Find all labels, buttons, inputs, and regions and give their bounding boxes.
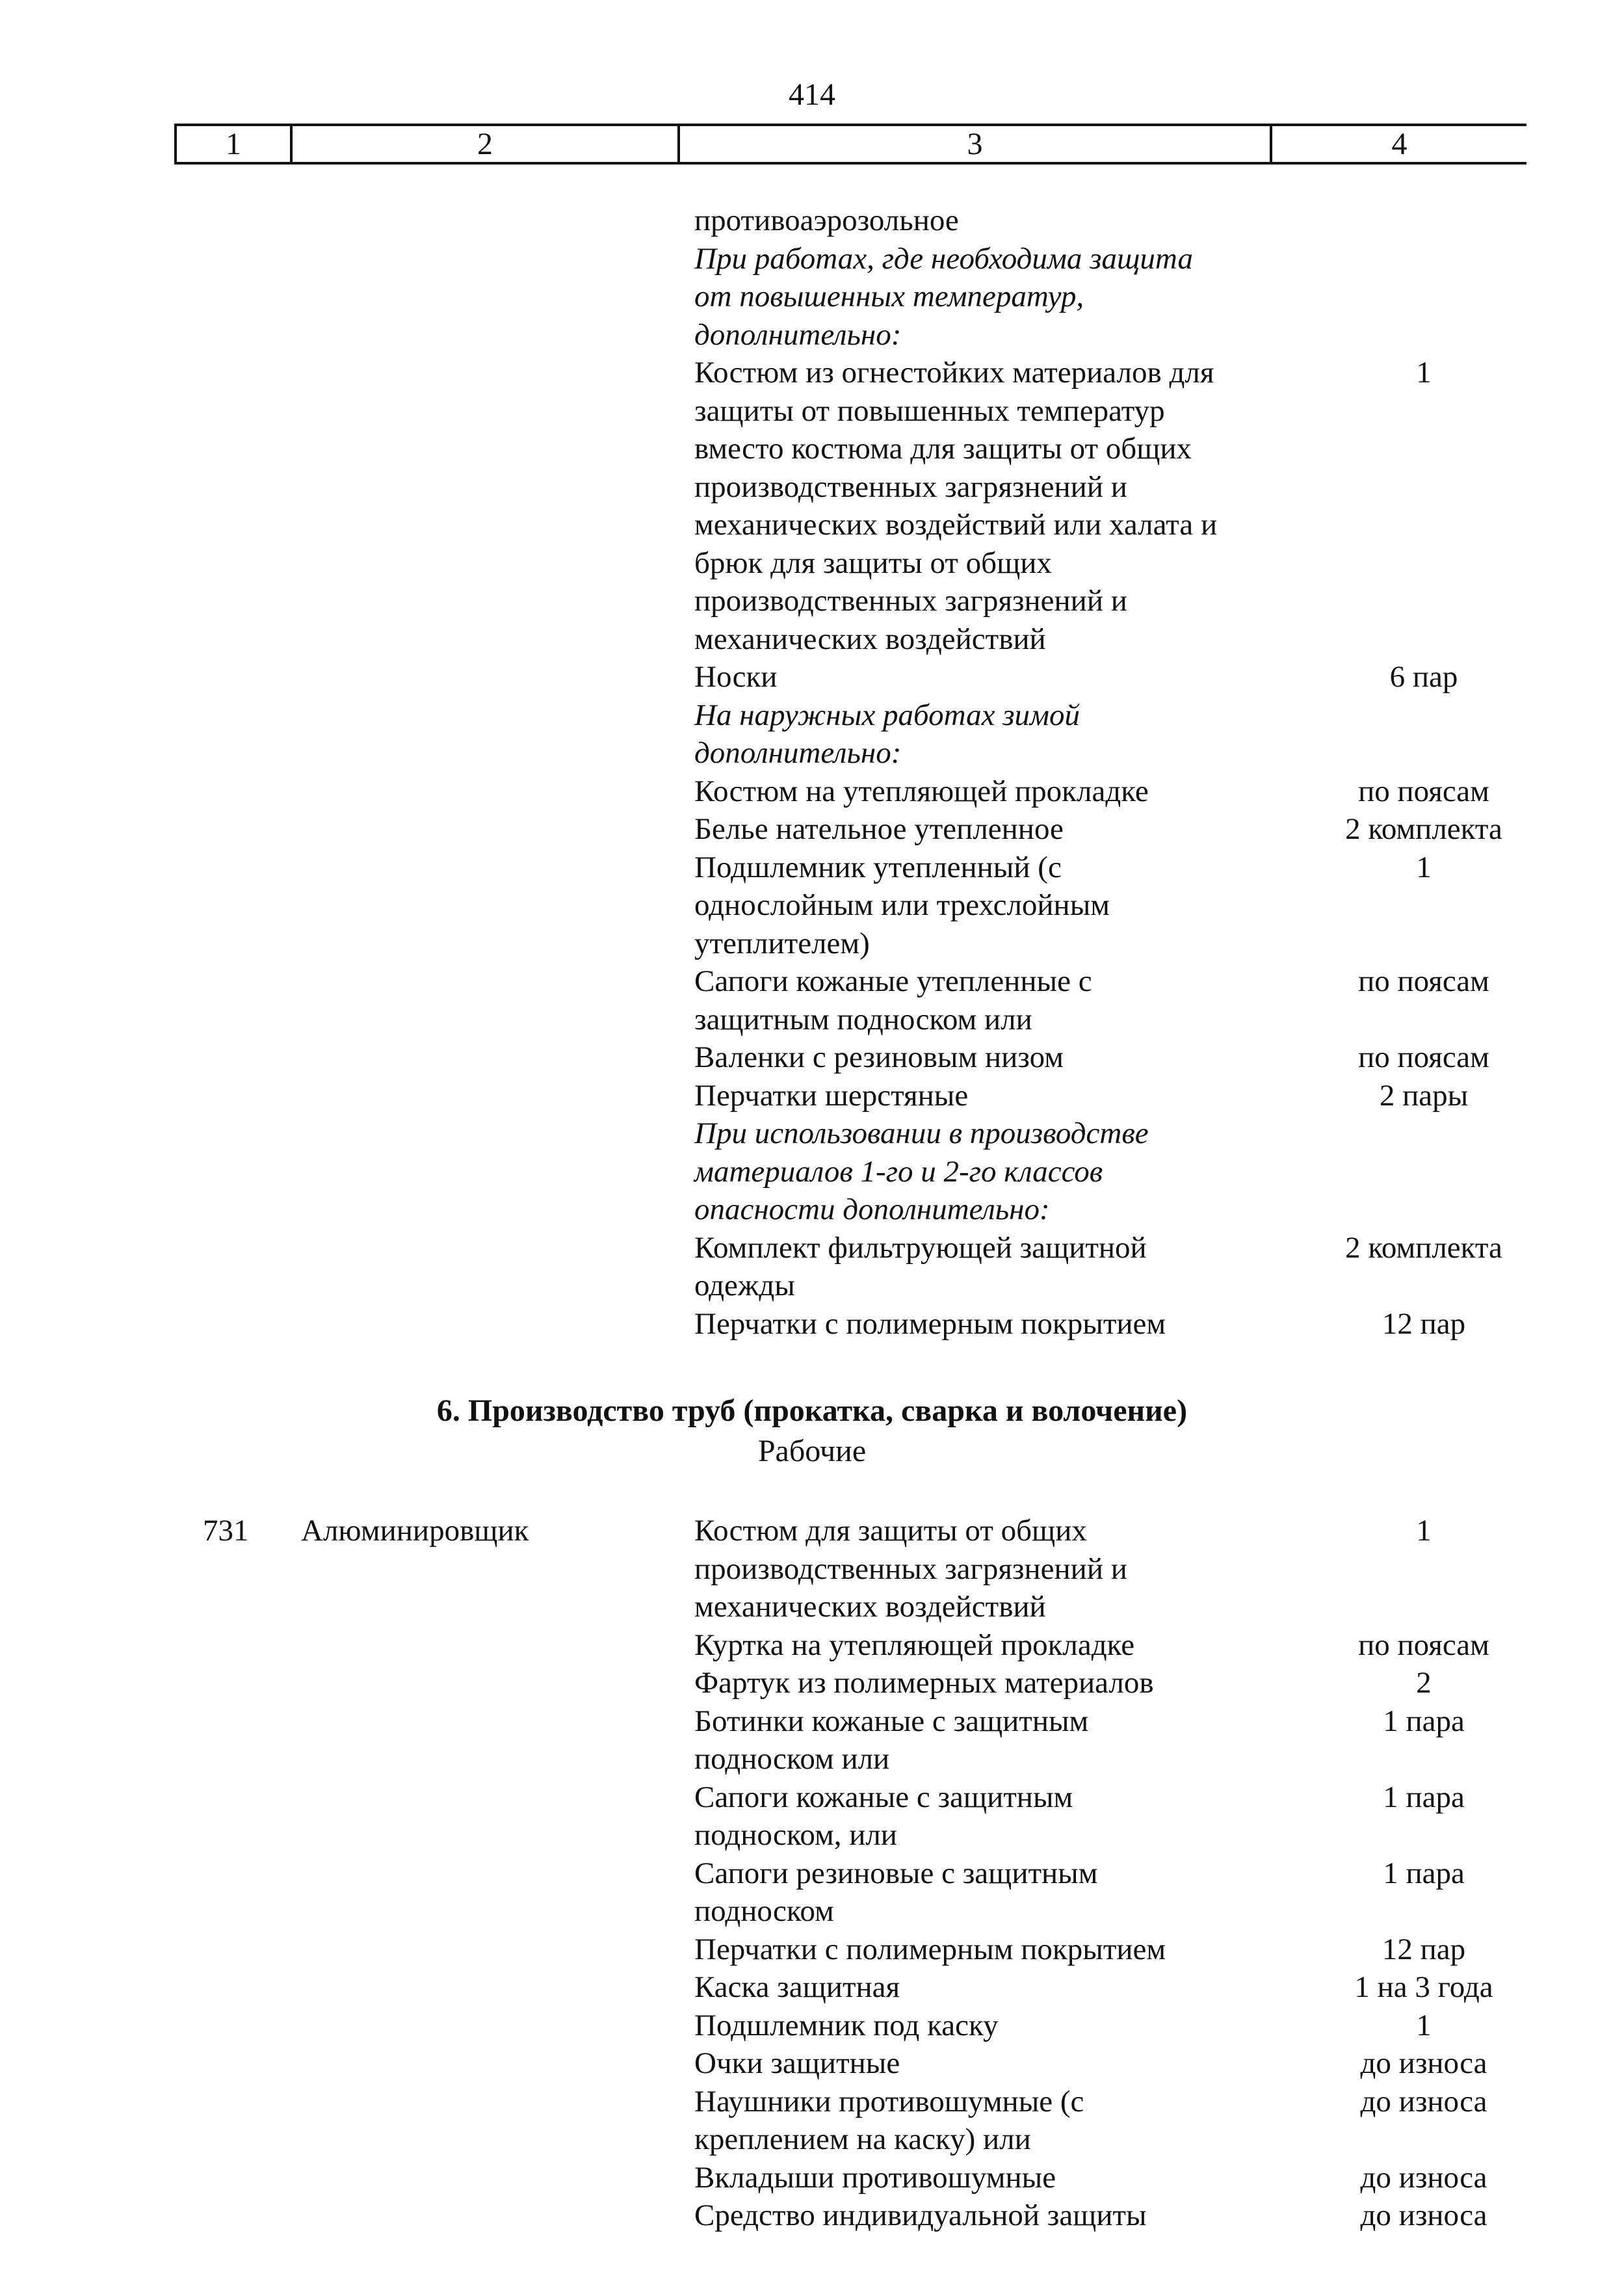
column-header-4: 4: [1271, 125, 1526, 163]
continued-item-quantity: 2 комплекта: [1345, 1231, 1502, 1265]
column-header-2: 2: [291, 125, 679, 163]
entry-item-text: Фартук из полимерных материалов: [694, 1666, 1154, 1700]
continued-item-text: механических воздействий: [694, 622, 1046, 656]
continued-item-text: материалов 1-го и 2-го классов: [694, 1155, 1103, 1189]
entry-item-quantity: по поясам: [1358, 1628, 1489, 1662]
entry-item-text: Наушники противошумные (с: [694, 2085, 1084, 2118]
entry-item-text: Сапоги резиновые с защитным: [694, 1856, 1098, 1890]
entry-item-text: Ботинки кожаные с защитным: [694, 1704, 1089, 1738]
continued-item-text: Носки: [694, 660, 778, 694]
entry-item-text: Очки защитные: [694, 2046, 900, 2080]
continued-item-text: защиты от повышенных температур: [694, 394, 1165, 428]
continued-item-text: производственных загрязнений и: [694, 584, 1127, 618]
entry-item-quantity: до износа: [1360, 2046, 1487, 2080]
entry-item-quantity: 1 пара: [1383, 1704, 1465, 1738]
continued-item-quantity: 6 пар: [1389, 660, 1458, 694]
page-number: 414: [789, 77, 835, 112]
entry-item-quantity: до износа: [1360, 2161, 1487, 2195]
entry-item-text: механических воздействий: [694, 1590, 1046, 1624]
entry-item-quantity: до износа: [1360, 2085, 1487, 2118]
continued-item-text: одежды: [694, 1269, 795, 1302]
section-subtitle: Рабочие: [757, 1434, 867, 1468]
continued-item-quantity: 2 комплекта: [1345, 812, 1502, 846]
entry-item-text: подноском, или: [694, 1818, 897, 1852]
entry-item-text: производственных загрязнений и: [694, 1552, 1127, 1586]
entry-item-text: креплением на каску) или: [694, 2122, 1031, 2156]
section-title: 6. Производство труб (прокатка, сварка и волочение): [436, 1393, 1188, 1428]
continued-item-quantity: 12 пар: [1382, 1307, 1466, 1341]
entry-profession: Алюминировщик: [301, 1514, 529, 1548]
entry-item-text: подноском или: [694, 1742, 890, 1776]
continued-item-quantity: по поясам: [1358, 774, 1489, 808]
continued-item-text: Костюм из огнестойких материалов для: [694, 356, 1214, 389]
continued-item-text: Сапоги кожаные утепленные с: [694, 964, 1092, 998]
continued-item-text: дополнительно:: [694, 318, 902, 352]
column-header-3: 3: [679, 125, 1271, 163]
continued-item-text: Валенки с резиновым низом: [694, 1040, 1064, 1074]
entry-number: 731: [203, 1514, 249, 1548]
entry-item-text: Сапоги кожаные с защитным: [694, 1780, 1073, 1814]
continued-item-text: защитным подноском или: [694, 1003, 1032, 1036]
continued-item-quantity: 2 пары: [1379, 1079, 1469, 1113]
continued-item-text: механических воздействий или халата и: [694, 508, 1218, 542]
continued-item-text: Комплект фильтрующей защитной: [694, 1231, 1147, 1265]
continued-item-text: дополнительно:: [694, 736, 902, 770]
continued-item-quantity: 1: [1416, 851, 1432, 884]
continued-item-text: противоаэрозольное: [694, 204, 959, 237]
continued-item-text: Подшлемник утепленный (с: [694, 851, 1062, 884]
continued-item-text: Перчатки с полимерным покрытием: [694, 1307, 1166, 1341]
entry-item-quantity: 1: [1416, 2009, 1432, 2042]
entry-item-text: Куртка на утепляющей прокладке: [694, 1628, 1135, 1662]
entry-item-quantity: 1 пара: [1383, 1780, 1465, 1814]
entry-item-quantity: 1: [1416, 1514, 1432, 1548]
continued-item-quantity: по поясам: [1358, 1040, 1489, 1074]
continued-item-quantity: 1: [1416, 356, 1432, 389]
entry-item-text: подноском: [694, 1894, 834, 1928]
entry-item-text: Средство индивидуальной защиты: [694, 2198, 1147, 2232]
entry-item-quantity: 2: [1416, 1666, 1432, 1700]
continued-item-text: утеплителем): [694, 927, 870, 960]
entry-item-text: Вкладыши противошумные: [694, 2161, 1056, 2195]
continued-item-text: производственных загрязнений и: [694, 470, 1127, 504]
entry-item-quantity: до износа: [1360, 2198, 1487, 2232]
continued-item-quantity: по поясам: [1358, 964, 1489, 998]
entry-item-quantity: 12 пар: [1382, 1933, 1466, 1966]
entry-item-quantity: 1 на 3 года: [1354, 1970, 1493, 2004]
continued-item-text: При использовании в производстве: [694, 1116, 1149, 1150]
column-header-1: 1: [176, 125, 291, 163]
continued-item-text: Белье нательное утепленное: [694, 812, 1064, 846]
continued-item-text: На наружных работах зимой: [694, 698, 1080, 732]
continued-item-text: Перчатки шерстяные: [694, 1079, 969, 1113]
entry-item-text: Подшлемник под каску: [694, 2009, 999, 2042]
entry-item-text: Каска защитная: [694, 1970, 900, 2004]
column-header-table: [174, 124, 1526, 165]
continued-item-text: Костюм на утепляющей прокладке: [694, 774, 1149, 808]
continued-item-text: При работах, где необходима защита: [694, 242, 1193, 276]
entry-item-text: Перчатки с полимерным покрытием: [694, 1933, 1166, 1966]
continued-item-text: от повышенных температур,: [694, 280, 1084, 313]
entry-item-text: Костюм для защиты от общих: [694, 1514, 1087, 1548]
continued-item-text: брюк для защиты от общих: [694, 546, 1052, 580]
continued-item-text: однослойным или трехслойным: [694, 888, 1110, 922]
continued-item-text: вместо костюма для защиты от общих: [694, 432, 1192, 466]
entry-item-quantity: 1 пара: [1383, 1856, 1465, 1890]
continued-item-text: опасности дополнительно:: [694, 1193, 1050, 1226]
